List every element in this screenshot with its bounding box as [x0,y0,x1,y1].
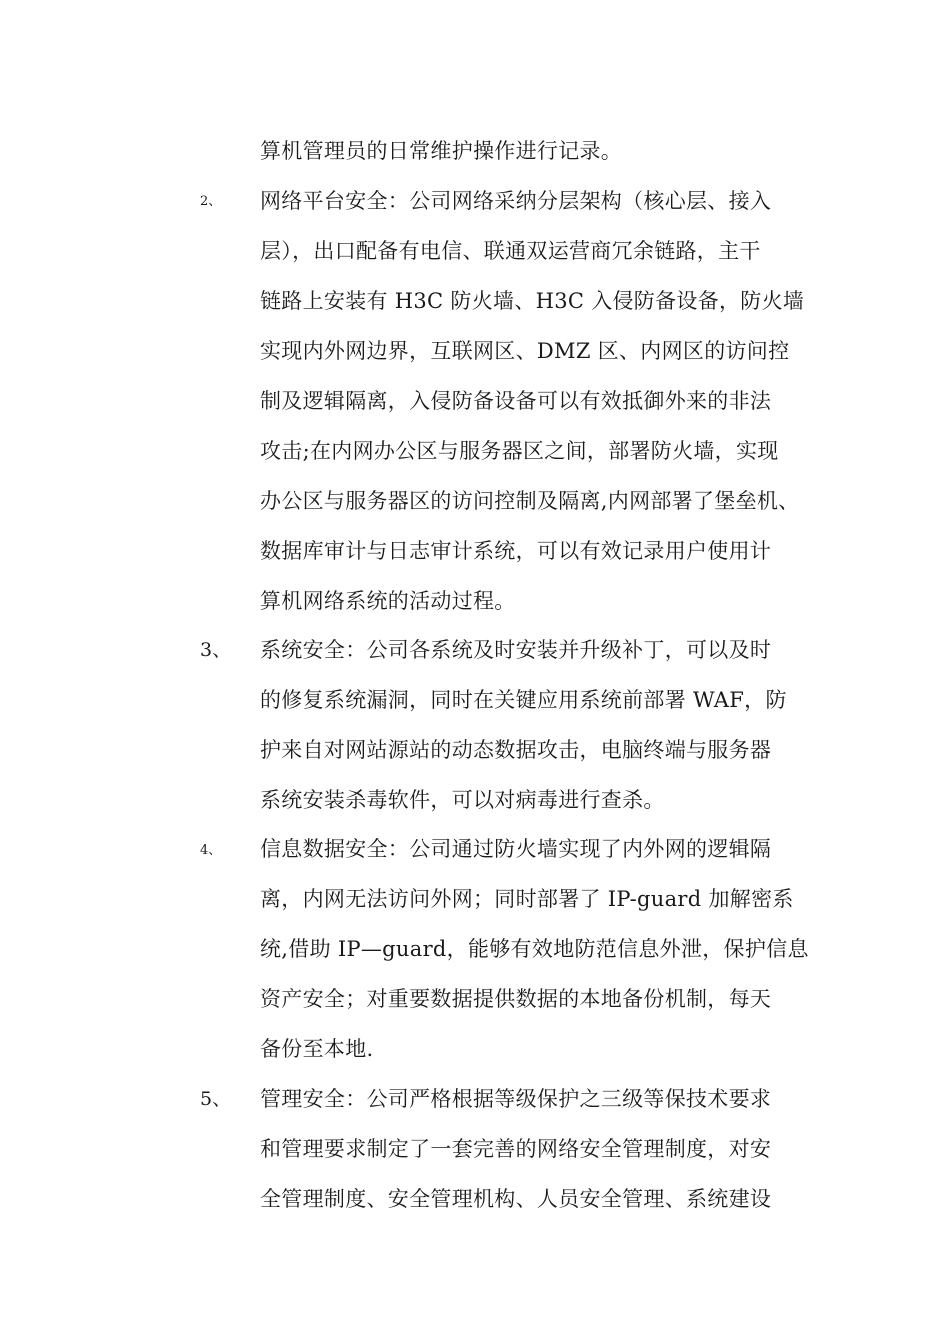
item-4-line: 离，内网无法访问外网；同时部署了 IP-guard 加解密系 [260,887,794,911]
item-4-line: 资产安全；对重要数据提供数据的本地备份机制，每天 [260,987,772,1011]
item-4-number: 4、 [200,843,222,858]
item-5-number: 5、 [200,1088,232,1110]
continuation-line: 算机管理员的日常维护操作进行记录。 [260,139,623,163]
item-3-line: 护来自对网站源站的动态数据攻击，电脑终端与服务器 [260,738,772,762]
item-2-line: 制及逻辑隔离，入侵防备设备可以有效抵御外来的非法 [260,389,772,413]
item-3-line: 系统安全：公司各系统及时安装并升级补丁，可以及时 [260,638,772,662]
item-2-line: 实现内外网边界，互联网区、DMZ 区、内网区的访问控 [260,339,790,363]
item-2-line: 数据库审计与日志审计系统，可以有效记录用户使用计 [260,539,772,563]
item-3-line: 的修复系统漏洞，同时在关键应用系统前部署 WAF，防 [260,688,787,712]
item-2-line: 办公区与服务器区的访问控制及隔离,内网部署了堡垒机、 [260,489,800,513]
item-2-line: 层），出口配备有电信、联通双运营商冗余链路，主干 [260,239,761,263]
item-4-line: 备份至本地. [260,1037,374,1061]
item-4-line: 统,借助 IP—guard，能够有效地防范信息外泄，保护信息 [260,937,809,961]
item-2-line: 链路上安装有 H3C 防火墙、H3C 入侵防备设备，防火墙 [260,289,805,313]
item-3-number: 3、 [200,639,232,661]
item-5-line: 和管理要求制定了一套完善的网络安全管理制度，对安 [260,1137,772,1161]
item-2-number: 2、 [200,194,222,209]
item-4-line: 信息数据安全：公司通过防火墙实现了内外网的逻辑隔 [260,837,772,861]
item-2-line: 网络平台安全：公司网络采纳分层架构（核心层、接入 [260,189,772,213]
item-3-line: 系统安装杀毒软件，可以对病毒进行查杀。 [260,788,665,812]
item-5-line: 全管理制度、安全管理机构、人员安全管理、系统建设 [260,1187,772,1211]
item-5-line: 管理安全：公司严格根据等级保护之三级等保技术要求 [260,1087,772,1111]
item-2-line: 攻击;在内网办公区与服务器区之间，部署防火墙，实现 [260,439,779,463]
item-2-line: 算机网络系统的活动过程。 [260,589,516,613]
